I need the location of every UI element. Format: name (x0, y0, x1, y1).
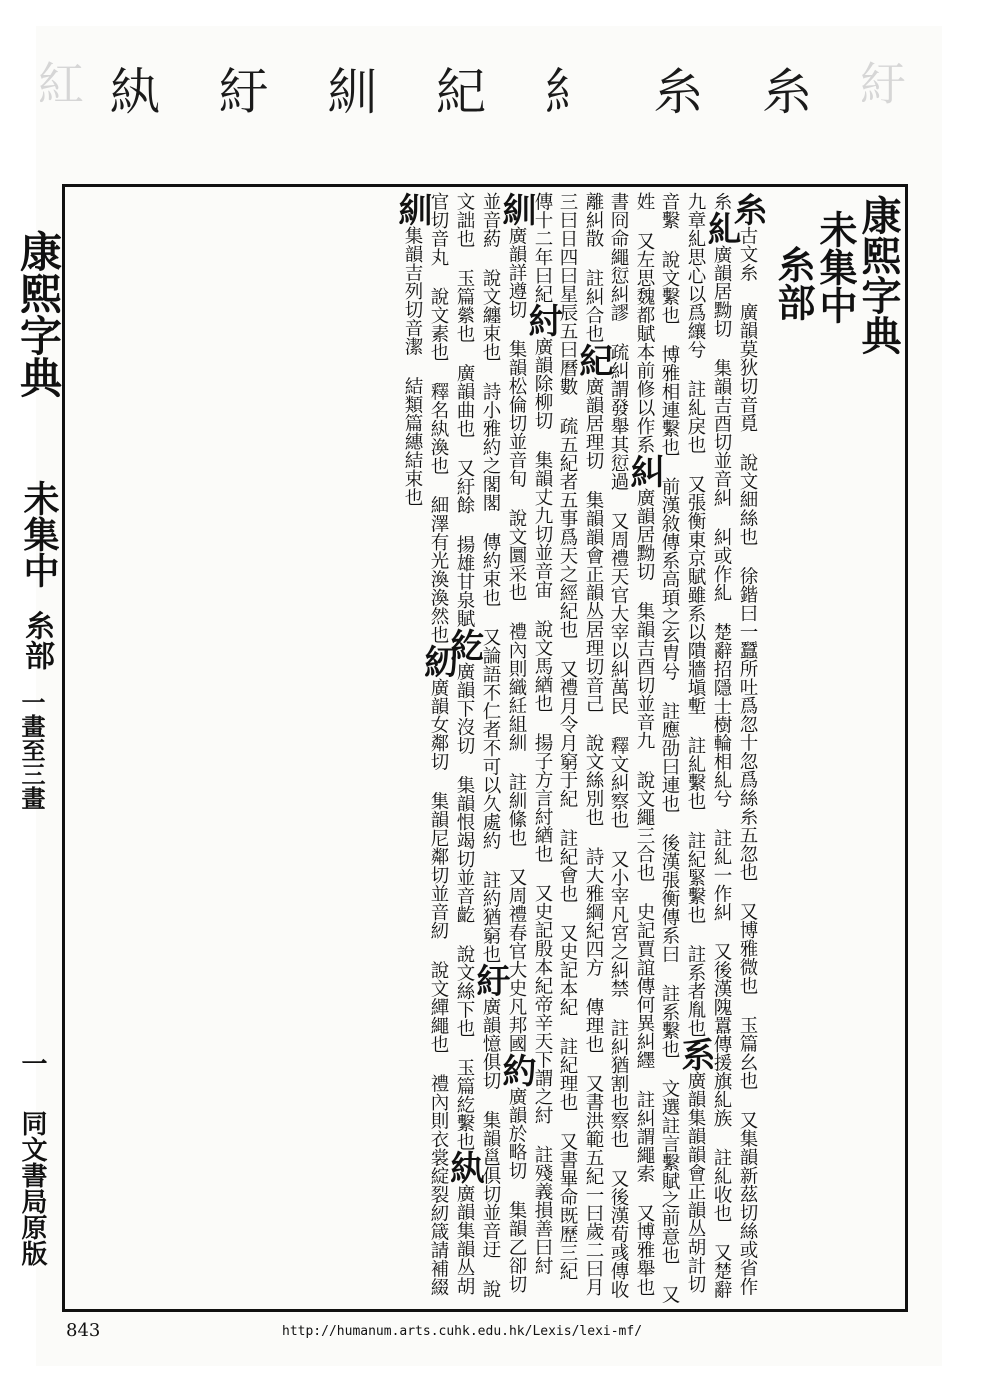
source-url-link[interactable]: http://humanum.arts.cuhk.edu.hk/Lexis/lexi-mf/ (282, 1324, 643, 1339)
page-number: 843 (66, 1320, 101, 1341)
header-radical: 糸部 (771, 245, 816, 321)
seal-ghost-left: 紅 (38, 57, 84, 111)
entry-headword: 紂 (522, 303, 562, 337)
entry-definition: 廣韻女鄰切 集韻尼鄰切並音紉 說文繟繩也 禮內則衣裳綻裂紉箴請補綴 (428, 677, 449, 1296)
entry-headword: 紉 (418, 643, 458, 678)
entry-definition: 廣韻居黝切 集韻吉酉切並音糾 糾或作糺 楚辭招隱士樹輪相糺兮 註糺一作糾 又後漢隗囂傳援旗糺族 註糺收也 又楚辭九章糺思心以爲纕兮 註糺戾也 又張衡東京賦雖系以隤牆塡塹 註糺繫也 註紀緊繫也 註系者胤也 (685, 192, 732, 1298)
seal-glyph: 糸 (653, 63, 702, 121)
entry-definition: 廣韻集韻丛胡官切音丸 說文素也 釋名紈渙也 細澤有光渙渙然也 (428, 192, 475, 1295)
seal-glyph: 紃 (327, 63, 376, 121)
seal-glyph: 紈 (110, 63, 158, 121)
entry-headword: 紃 (392, 192, 432, 226)
entry-headword: 紇 (444, 627, 484, 662)
entry-headword: 紈 (444, 1150, 484, 1184)
header-volume: 未集中 (813, 210, 858, 324)
entry-definition: 廣韻憶俱切 集韻邕俱切並音迂 說文詘也 玉篇縈也 廣韻曲也 又紆餘 揚雄甘泉賦 (454, 192, 501, 1298)
dictionary-body (70, 192, 767, 1304)
entry-columns (70, 192, 767, 1304)
entry-headword: 糾 (624, 453, 664, 488)
entry-definition: 廣韻居理切 集韻韻會正韻丛居理切音己 說文絲別也 詩大雅綱紀四方 傳理也 又書洪範五紀一曰歲二曰月三曰日四曰星辰五曰曆數 疏五紀者五事爲天之經紀也 又禮月令月窮于紀 註紀會也 又史記本紀 註紀理也 又書畢命既歷三紀 傳十二年曰紀 (532, 192, 604, 1296)
margin-publisher: 同文書局原版 (17, 1110, 47, 1266)
seal-glyph: 糹 (544, 63, 593, 121)
entry-headword: 紀 (573, 342, 613, 377)
entry-headword: 糺 (701, 210, 741, 245)
seal-glyph: 紀 (435, 63, 484, 121)
entry-headword: 紆 (470, 963, 510, 997)
margin-book-title: 康熙字典 (14, 230, 63, 398)
seal-ghost-right: 紆 (860, 57, 906, 111)
entry-definition: 廣韻於略切 集韻乙卻切並音葯 說文纏束也 詩小雅約之閣閣 傳約束也 又論語不仁者不可以久處約 註約猶窮也 (480, 192, 527, 1293)
dictionary-entry (392, 192, 432, 506)
seal-script-row (110, 48, 810, 128)
entry-definition: 古文糸 廣韻莫狄切音覓 說文細絲也 徐鍇曰一蠶所吐爲忽十忽爲絲糸五忽也 又博雅微也 玉篇幺也 又集韻新茲切絲或省作糸 (711, 192, 758, 1296)
seal-glyph: 糸 (761, 63, 810, 121)
entry-definition: 廣韻下沒切 集韻恨竭切並音齕 說文絲下也 玉篇紇繫也 (454, 661, 475, 1150)
entry-headword: 糸 (727, 192, 767, 226)
entry-definition: 集韻吉列切音潔 結類篇繐結束也 (402, 226, 423, 506)
entry-definition: 廣韻詳遵切 集韻松倫切並音旬 說文圜采也 禮內則織紝組紃 註紃絛也 又周禮春官大史凡邦國 (506, 226, 527, 1053)
margin-volume: 未集中 (18, 480, 60, 588)
margin-radical: 糸部 (19, 610, 54, 670)
entry-definition: 廣韻集韻韻會正韻丛胡計切音繫 說文繫也 博雅相連繫也 前漢敘傳系高頊之玄胄兮 註應劭曰連也 後漢張衡傳系曰 註系繫也 文選註言繫賦之前意也 又姓 又左思魏都賦本前修以作系 (634, 192, 706, 1304)
dictionary-entry (418, 643, 458, 1296)
entry-definition: 廣韻除柳切 集韻丈九切並音宙 說文馬緧也 揚子方言紂緧也 又史記殷本紀帝辛天下謂之紂 註殘義損善曰紂 (532, 337, 553, 1275)
margin-strokes: 一畫至三畫 (17, 690, 46, 810)
dictionary-entry (522, 303, 562, 1275)
header-title: 康熙字典 (855, 195, 902, 355)
entry-definition: 廣韻居黝切 集韻吉酉切並音九 說文繩三合也 史記賈誼傳何異糾纆 註糾謂繩索 又博雅舉也 書冏命繩愆糾謬 疏糾謂發舉其愆過 又周禮天官大宰以糾萬民 釋文糾察也 又小宰凡宮之糾禁 註糾猶割也察也 又後漢荀彧傳收離糾散 註糾合也 (583, 192, 655, 1299)
entry-headword: 系 (675, 1037, 715, 1071)
entry-headword: 紃 (496, 192, 536, 226)
dictionary-entry (444, 627, 484, 1151)
margin-leaf-number: 一 (17, 1050, 47, 1076)
seal-glyph: 紆 (218, 63, 267, 121)
entry-headword: 約 (496, 1052, 536, 1087)
